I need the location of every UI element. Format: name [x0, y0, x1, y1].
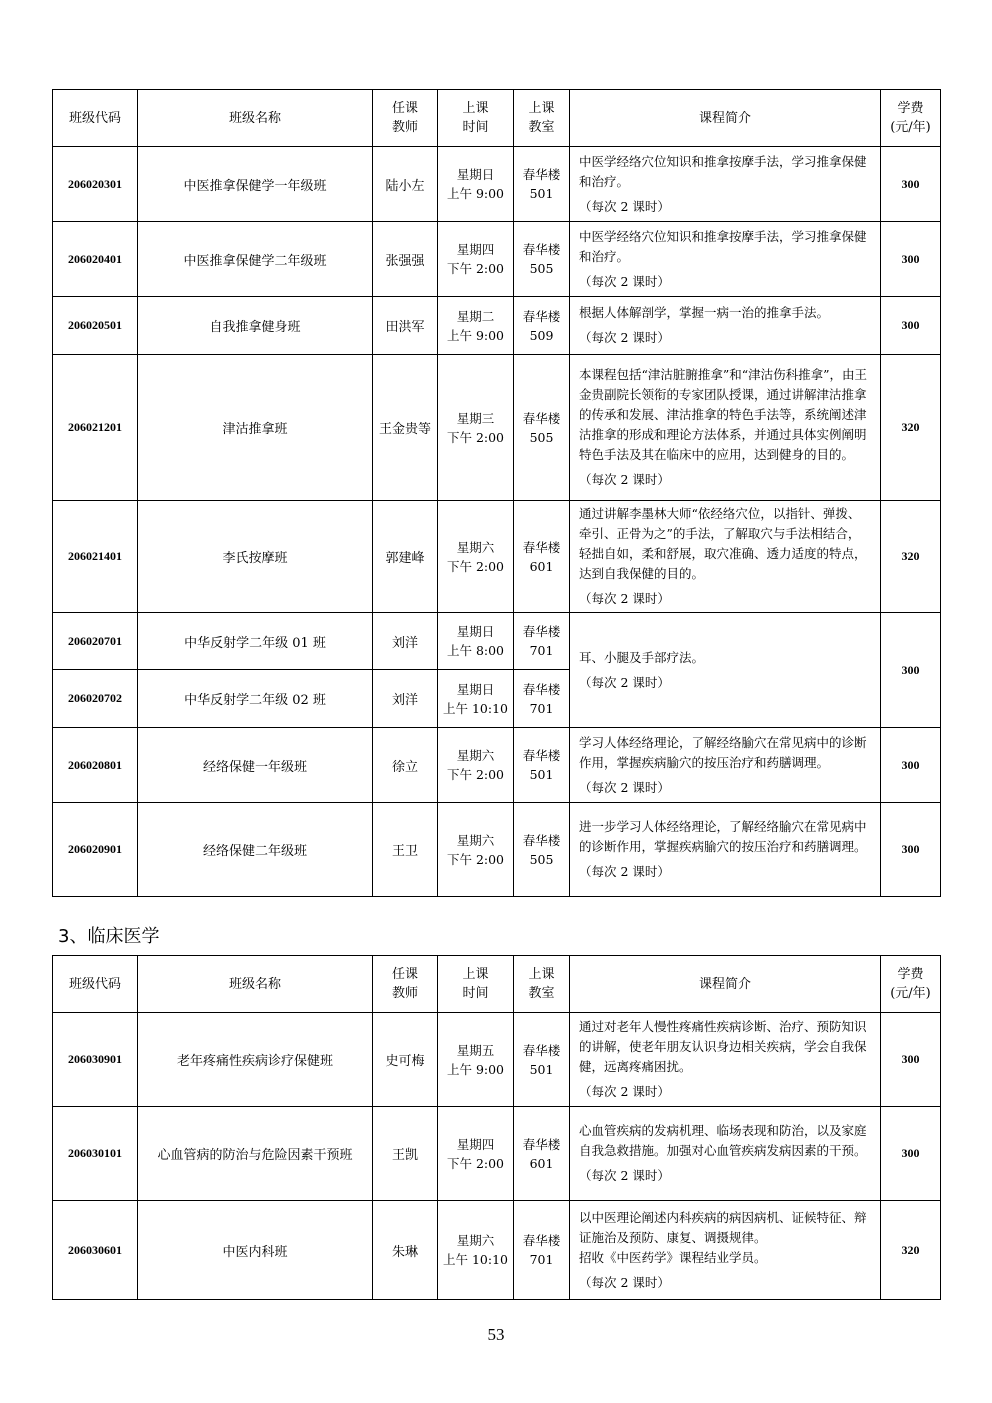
teacher: 张强强 [373, 222, 438, 297]
header-time: 上课 时间 [438, 90, 514, 147]
tuition-fee: 300 [881, 728, 941, 803]
header-code: 班级代码 [53, 90, 138, 147]
class-code: 206020901 [53, 803, 138, 897]
classroom: 春华楼 601 [514, 1107, 570, 1201]
classroom: 春华楼 509 [514, 297, 570, 355]
class-code: 206020301 [53, 147, 138, 222]
classroom: 春华楼 501 [514, 1013, 570, 1107]
header-teacher: 任课 教师 [373, 90, 438, 147]
table-row [53, 222, 941, 297]
section-heading: 3、临床医学 [58, 926, 160, 947]
teacher: 朱琳 [373, 1201, 438, 1300]
tuition-fee: 300 [881, 1013, 941, 1107]
classroom: 春华楼 505 [514, 355, 570, 501]
teacher: 郭建峰 [373, 501, 438, 613]
header-code: 班级代码 [53, 956, 138, 1013]
table-row [53, 1107, 941, 1201]
course-description: 通过讲解李墨林大师“依经络穴位，以指针、弹拨、牵引、正骨为之”的手法，了解取穴与手法相结合，轻拙自如，柔和舒展，取穴准确、透力适度的特点，达到自我保健的目的。 （每次 2 课时） [570, 501, 881, 613]
class-time: 星期六 下午 2:00 [438, 803, 514, 897]
class-code: 206030601 [53, 1201, 138, 1300]
teacher: 徐立 [373, 728, 438, 803]
class-name: 心血管病的防治与危险因素干预班 [138, 1107, 373, 1201]
tuition-fee: 300 [881, 222, 941, 297]
class-code: 206030901 [53, 1013, 138, 1107]
tuition-fee: 320 [881, 355, 941, 501]
classroom: 春华楼 505 [514, 803, 570, 897]
class-name: 中医内科班 [138, 1201, 373, 1300]
tuition-fee: 300 [881, 147, 941, 222]
table-header-row [53, 90, 941, 147]
course-description: 进一步学习人体经络理论，了解经络腧穴在常见病中的诊断作用，掌握疾病腧穴的按压治疗和药膳调理。 （每次 2 课时） [570, 803, 881, 897]
tuition-fee: 320 [881, 501, 941, 613]
class-time: 星期三 下午 2:00 [438, 355, 514, 501]
header-name: 班级名称 [138, 956, 373, 1013]
header-desc: 课程简介 [570, 90, 881, 147]
course-description: 学习人体经络理论，了解经络腧穴在常见病中的诊断作用，掌握疾病腧穴的按压治疗和药膳调理。 （每次 2 课时） [570, 728, 881, 803]
header-room: 上课 教室 [514, 956, 570, 1013]
teacher: 刘洋 [373, 670, 438, 728]
class-name: 中医推拿保健学二年级班 [138, 222, 373, 297]
classroom: 春华楼 501 [514, 728, 570, 803]
table-row [53, 147, 941, 222]
class-name: 中医推拿保健学一年级班 [138, 147, 373, 222]
class-time: 星期四 下午 2:00 [438, 222, 514, 297]
class-name: 经络保健一年级班 [138, 728, 373, 803]
classroom: 春华楼 601 [514, 501, 570, 613]
tuition-fee: 300 [881, 1107, 941, 1201]
classroom: 春华楼 501 [514, 147, 570, 222]
course-table-clinical [52, 955, 941, 1300]
course-description: 中医学经络穴位知识和推拿按摩手法，学习推拿保健和治疗。 （每次 2 课时） [570, 222, 881, 297]
header-time: 上课 时间 [438, 956, 514, 1013]
table-row [53, 355, 941, 501]
table-row [53, 613, 941, 670]
class-time: 星期日 上午 9:00 [438, 147, 514, 222]
classroom: 春华楼 505 [514, 222, 570, 297]
class-code: 206020401 [53, 222, 138, 297]
teacher: 王凯 [373, 1107, 438, 1201]
header-room: 上课 教室 [514, 90, 570, 147]
header-teacher: 任课 教师 [373, 956, 438, 1013]
page-number: 53 [487, 1325, 505, 1344]
class-name: 中华反射学二年级 01 班 [138, 613, 373, 670]
table-row [53, 501, 941, 613]
class-time: 星期二 上午 9:00 [438, 297, 514, 355]
class-time: 星期五 上午 9:00 [438, 1013, 514, 1107]
class-code: 206030101 [53, 1107, 138, 1201]
teacher: 史可梅 [373, 1013, 438, 1107]
class-code: 206020801 [53, 728, 138, 803]
classroom: 春华楼 701 [514, 1201, 570, 1300]
course-description: 本课程包括“津沽脏腑推拿”和“津沽伤科推拿”，由王金贵副院长领衔的专家团队授课，通过讲解津沽推拿的传承和发展、津沽推拿的特色手法等，系统阐述津沽推拿的形成和理论方法体系，并通过具体实例阐明特色手法及其在临床中的应用，达到健身的目的。 （每次 2 课时） [570, 355, 881, 501]
class-code: 206020701 [53, 613, 138, 670]
class-time: 星期六 上午 10:10 [438, 1201, 514, 1300]
class-time: 星期六 下午 2:00 [438, 728, 514, 803]
course-description: 根据人体解剖学，掌握一病一治的推拿手法。 （每次 2 课时） [570, 297, 881, 355]
class-code: 206020501 [53, 297, 138, 355]
table-row [53, 1201, 941, 1300]
course-description: 以中医理论阐述内科疾病的病因病机、证候特征、辩证施治及预防、康复、调摄规律。 招收《中医药学》课程结业学员。 （每次 2 课时） [570, 1201, 881, 1300]
class-name: 自我推拿健身班 [138, 297, 373, 355]
class-name: 老年疼痛性疾病诊疗保健班 [138, 1013, 373, 1107]
teacher: 陆小左 [373, 147, 438, 222]
header-name: 班级名称 [138, 90, 373, 147]
header-fee: 学费 (元/年) [881, 90, 941, 147]
tuition-fee: 300 [881, 613, 941, 728]
class-name: 津沽推拿班 [138, 355, 373, 501]
tuition-fee: 300 [881, 803, 941, 897]
table-row [53, 728, 941, 803]
course-description: 耳、小腿及手部疗法。 （每次 2 课时） [570, 613, 881, 728]
table-header-row [53, 956, 941, 1013]
class-name: 经络保健二年级班 [138, 803, 373, 897]
teacher: 王卫 [373, 803, 438, 897]
header-desc: 课程简介 [570, 956, 881, 1013]
teacher: 王金贵等 [373, 355, 438, 501]
class-time: 星期六 下午 2:00 [438, 501, 514, 613]
tuition-fee: 300 [881, 297, 941, 355]
class-time: 星期四 下午 2:00 [438, 1107, 514, 1201]
class-name: 中华反射学二年级 02 班 [138, 670, 373, 728]
table-row [53, 1013, 941, 1107]
header-fee: 学费 (元/年) [881, 956, 941, 1013]
table-row [53, 803, 941, 897]
class-time: 星期日 上午 8:00 [438, 613, 514, 670]
class-code: 206021201 [53, 355, 138, 501]
course-table-massage [52, 89, 941, 897]
teacher: 田洪军 [373, 297, 438, 355]
course-description: 中医学经络穴位知识和推拿按摩手法，学习推拿保健和治疗。 （每次 2 课时） [570, 147, 881, 222]
class-name: 李氏按摩班 [138, 501, 373, 613]
class-time: 星期日 上午 10:10 [438, 670, 514, 728]
class-code: 206020702 [53, 670, 138, 728]
tuition-fee: 320 [881, 1201, 941, 1300]
teacher: 刘洋 [373, 613, 438, 670]
class-code: 206021401 [53, 501, 138, 613]
classroom: 春华楼 701 [514, 670, 570, 728]
course-description: 通过对老年人慢性疼痛性疾病诊断、治疗、预防知识的讲解，使老年朋友认识身边相关疾病，学会自我保健，远离疼痛困扰。 （每次 2 课时） [570, 1013, 881, 1107]
classroom: 春华楼 701 [514, 613, 570, 670]
table-row [53, 297, 941, 355]
course-description: 心血管疾病的发病机理、临场表现和防治，以及家庭自我急救措施。加强对心血管疾病发病因素的干预。 （每次 2 课时） [570, 1107, 881, 1201]
